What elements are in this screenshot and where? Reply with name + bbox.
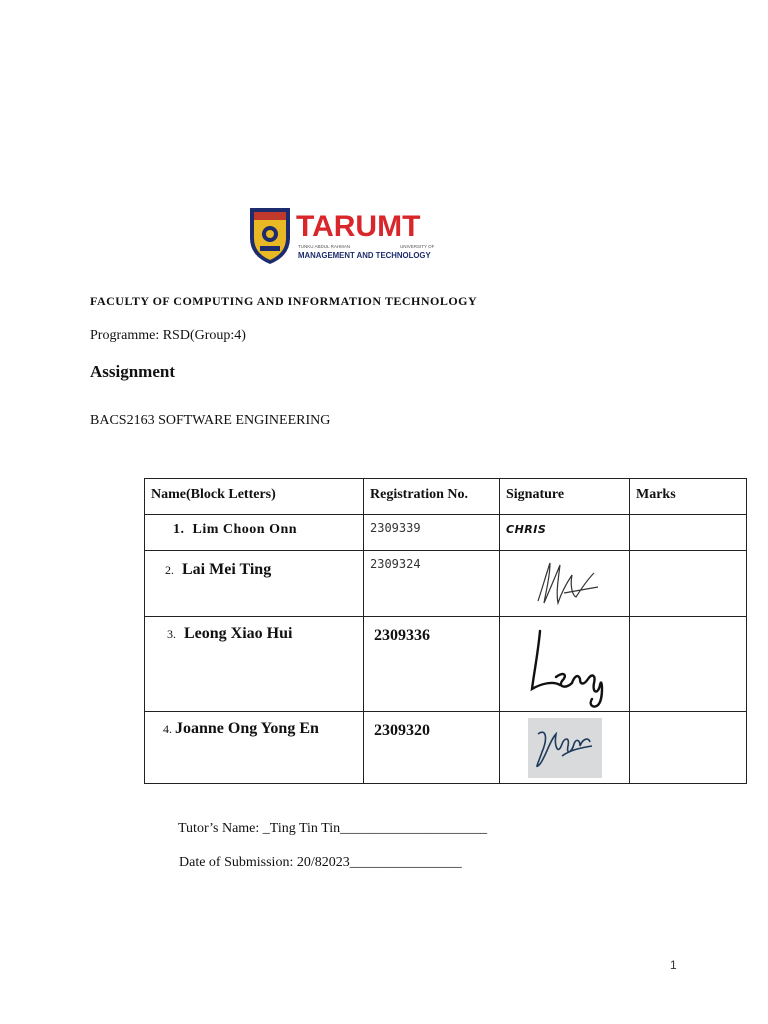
registration-number: 2309339 (370, 521, 421, 535)
table-row (145, 551, 747, 617)
row-number: 1. (173, 522, 185, 537)
document-title: Assignment (90, 362, 176, 381)
signature-image (500, 712, 630, 782)
university-logo (248, 204, 438, 266)
row-number: 2. (165, 563, 174, 577)
marks-cell (630, 551, 747, 617)
registration-cell (364, 712, 500, 784)
signature-text: CHRIS (506, 523, 547, 536)
name-cell (145, 617, 364, 712)
table-header-row (145, 479, 747, 515)
student-table (144, 478, 747, 784)
signature-cell (500, 712, 630, 784)
programme-label: Programme: RSD(Group:4) (90, 328, 246, 343)
registration-cell (364, 515, 500, 551)
logo-small-right: UNIVERSITY OF (400, 244, 435, 249)
marks-cell (630, 712, 747, 784)
submission-date-line: Date of Submission: 20/82023________________ (179, 855, 462, 870)
row-number: 3. (167, 627, 176, 641)
registration-number: 2309336 (374, 627, 430, 644)
page-number: 1 (670, 958, 677, 972)
signature-cell (500, 551, 630, 617)
signature-cell (500, 617, 630, 712)
marks-cell (630, 617, 747, 712)
table-row (145, 712, 747, 784)
table-row (145, 617, 747, 712)
logo-subtitle: MANAGEMENT AND TECHNOLOGY (298, 251, 431, 260)
name-cell (145, 712, 364, 784)
student-name: Lai Mei Ting (182, 561, 272, 578)
logo-small-left: TUNKU ABDUL RAHMAN (298, 244, 351, 249)
student-name: Joanne Ong Yong En (175, 720, 319, 737)
registration-cell (364, 617, 500, 712)
registration-number: 2309320 (374, 722, 430, 739)
signature-cell (500, 515, 630, 551)
column-header-signature: Signature (500, 479, 630, 515)
course-label: BACS2163 SOFTWARE ENGINEERING (90, 413, 331, 428)
student-name: Leong Xiao Hui (184, 625, 293, 642)
name-cell (145, 551, 364, 617)
signature-image (500, 617, 630, 709)
column-header-registration: Registration No. (364, 479, 500, 515)
faculty-heading: FACULTY OF COMPUTING AND INFORMATION TECHNOLOGY (90, 294, 478, 308)
logo-wordmark: TARUMT (296, 210, 421, 243)
registration-cell (364, 551, 500, 617)
column-header-marks: Marks (630, 479, 747, 515)
registration-number: 2309324 (370, 557, 421, 571)
marks-cell (630, 515, 747, 551)
student-name: Lim Choon Onn (192, 522, 298, 537)
name-cell (145, 515, 364, 551)
row-number: 4. (163, 722, 172, 736)
tutor-name-line: Tutor’s Name: _Ting Tin Tin_____________________ (178, 821, 488, 836)
signature-image (500, 551, 630, 615)
column-header-name: Name(Block Letters) (145, 479, 364, 515)
table-row (145, 515, 747, 551)
